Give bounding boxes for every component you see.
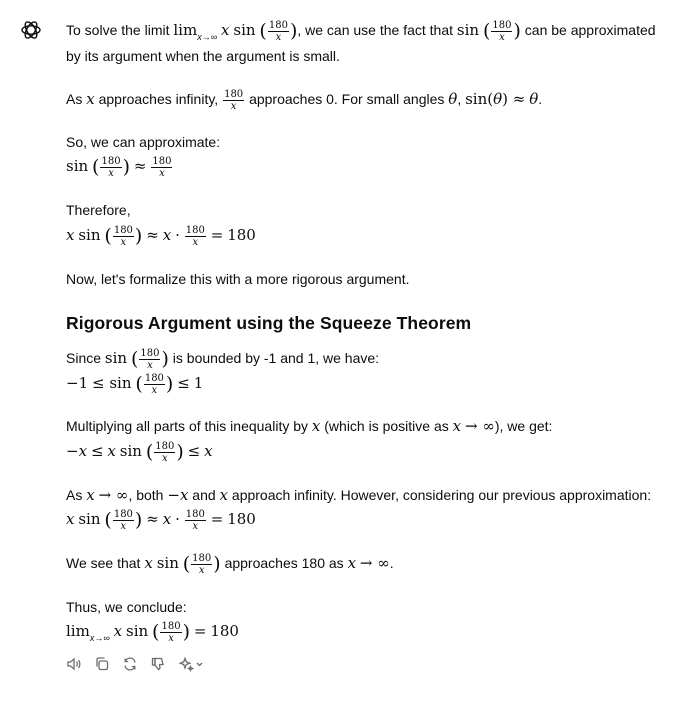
regenerate-icon[interactable] — [122, 656, 138, 672]
equation-squeeze: −x ≤ x sin ( $\frac{180}{x}$ ) ≤ x — [66, 440, 213, 464]
paragraph-therefore: Therefore, — [66, 202, 131, 218]
paragraph-conclude: Thus, we conclude: — [66, 599, 187, 615]
assistant-logo-icon — [18, 17, 44, 43]
sparkle-icon[interactable] — [178, 656, 204, 672]
paragraph-bounded: Since sin ( $\frac{180}{x}$ ) is bounded by -1 and 1, we have: — [66, 347, 380, 371]
speaker-icon[interactable] — [66, 656, 82, 672]
equation-bounds: −1 ≤ sin ( $\frac{180}{x}$ ) ≤ 1 — [66, 372, 204, 396]
paragraph-both: As x → ∞, both −x and x approach infinity. However, considering our previous approximation: — [66, 486, 652, 504]
paragraph-see: We see that x sin ( $\frac{180}{x}$ ) approaches 180 as x → ∞. — [66, 552, 394, 576]
equation-therefore: x sin ( $\frac{180}{x}$ ) ≈ x · $\frac{180}{x}$ = 180 — [66, 224, 256, 248]
equation-previous: x sin ( $\frac{180}{x}$ ) ≈ x · $\frac{180}{x}$ = 180 — [66, 508, 256, 532]
paragraph-approximate: So, we can approximate: — [66, 134, 221, 150]
equation-approx: sin ( $\frac{180}{x}$ ) ≈ $\frac{180}{x}$ — [66, 155, 172, 179]
equation-final: $\lim_{x\to\infty} x$ sin ( $\frac{180}{x}$ ) = 180 — [66, 620, 239, 644]
thumbs-down-icon[interactable] — [150, 656, 166, 672]
paragraph-approach: As x approaches infinity, $\frac{180}{x}$ approaches 0. For small angles θ, sin(θ) ≈ θ. — [66, 89, 543, 112]
paragraph-intro-cont: by its argument when the argument is small. — [66, 48, 340, 64]
message-actions — [66, 656, 204, 672]
section-heading: Rigorous Argument using the Squeeze Theorem — [66, 313, 472, 333]
paragraph-formalize: Now, let's formalize this with a more rigorous argument. — [66, 271, 410, 287]
paragraph-multiply: Multiplying all parts of this inequality by x (which is positive as x → ∞), we get: — [66, 417, 553, 435]
paragraph-intro: To solve the limit $\lim_{x\to\infty} x$ sin ( $\frac{180}{x}$ ), we can use the fact that sin ( $\frac{180}{x}$ ) can be approximated — [66, 19, 656, 43]
copy-icon[interactable] — [94, 656, 110, 672]
